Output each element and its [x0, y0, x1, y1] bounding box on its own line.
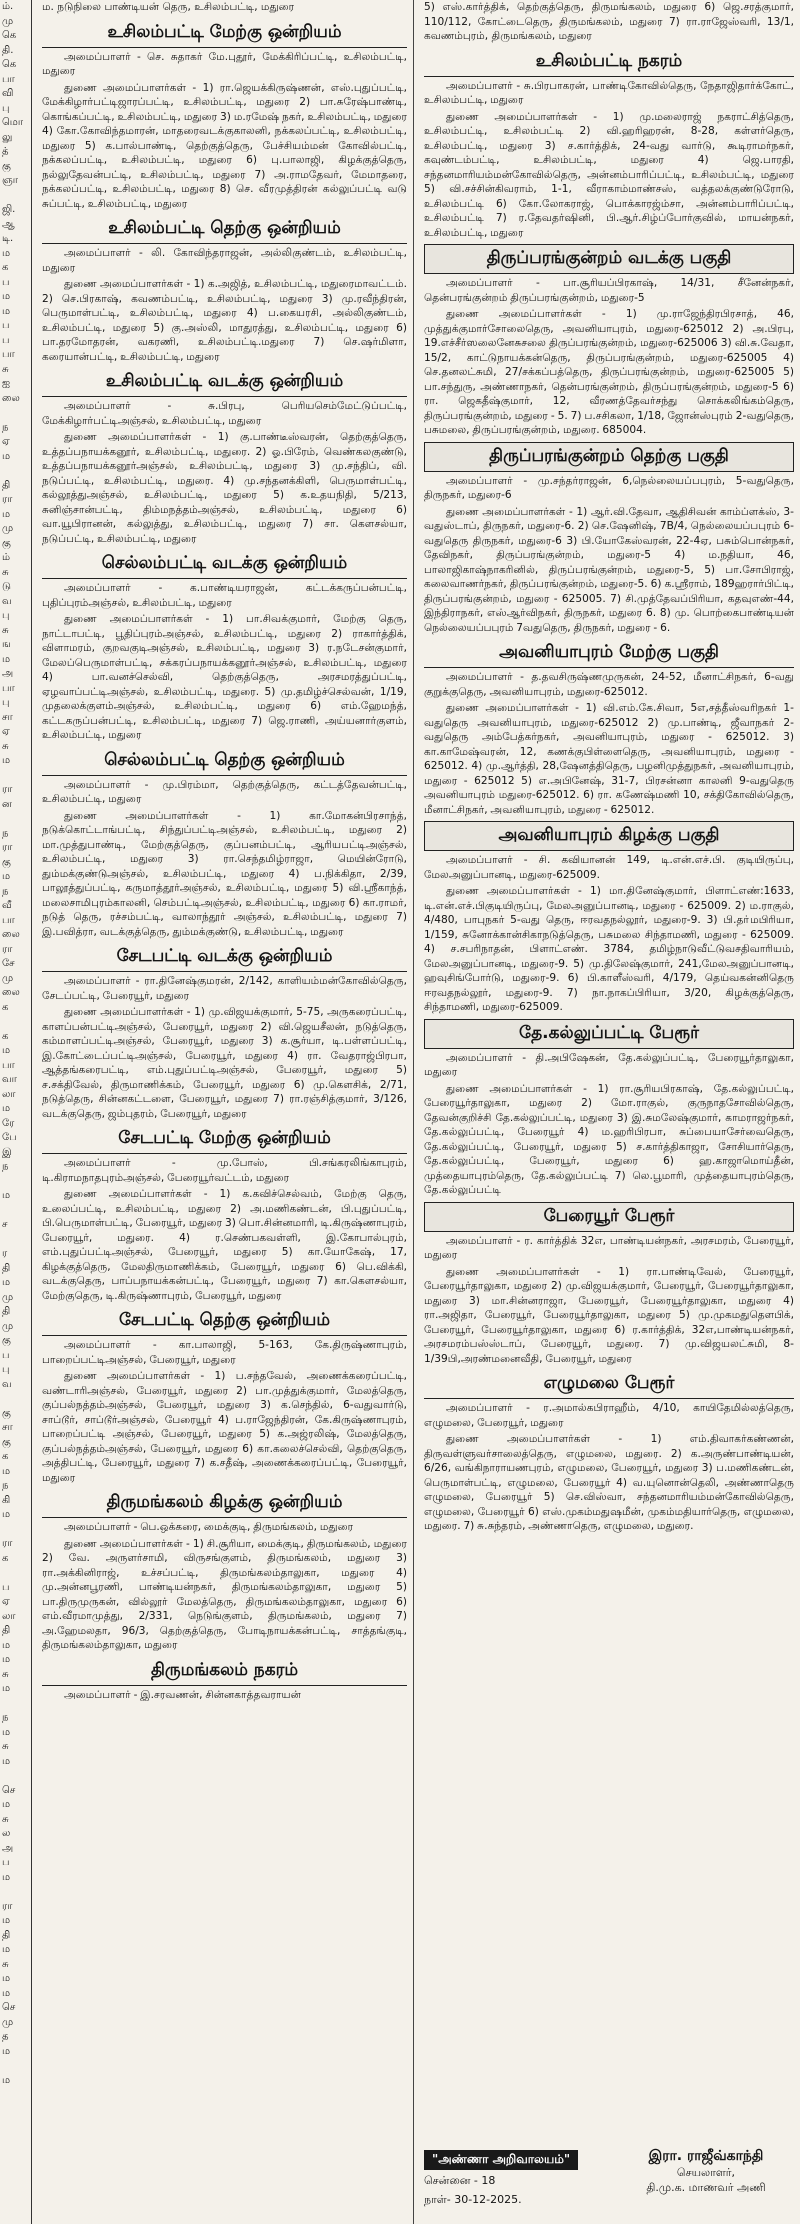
- strip-line: [2, 189, 31, 204]
- section-heading: அவனியாபுரம் மேற்கு பகுதி: [424, 639, 794, 668]
- deputy-organisers-entry: துணை அமைப்பாளர்கள் - 1) மா.தினேஷ்குமார், பிளாட்எண்:1633, டி.என்.எச்.பிகுடியிருப்பு, மேலஅனுப்பானடி, மதுரை - 625009. 2) ம.ராகுல், 4/480, பாபுநகர் 5-வது தெரு, ஈரவதநல்லூர், மதுரை-9. 3) பி.தா்மபிரியா, 1/159, சுனோக்கான்சிகாநடுத்தெரு, பசுமலை சிந்தாமணி, மதுரை - 625009. 4) ச.சபரிநாதன், பிளாட்எண். 3784, தமிழ்நாடுவீட்டுவசதிவாரியம், மேலஅனுப்பானடி, மதுரை-9. 5) மு.திலேஷ்குமார், 241,மேலஅனுப்பானடி, ஹவுசிங்போர்டு, மதுரை-9. 6) பி.காளீஸ்வரி, 4/179, தெய்வகன்னிதெரு ஈரவதநல்லூர், மதுரை-9. 7) நா.நாகப்பிரியா, 3/20, கிழக்குத்தெரு, சிந்தாமணி, மதுரை-625009.: [424, 885, 794, 1013]
- strip-line: சு: [2, 740, 9, 752]
- strip-line: தி: [2, 1262, 11, 1274]
- section: [424, 639, 794, 817]
- strip-line: ஜி.: [2, 204, 16, 215]
- strip-line: க: [2, 262, 9, 273]
- section: [424, 821, 794, 1015]
- strip-line: க: [2, 1030, 9, 1042]
- strip-line: கு: [2, 1335, 11, 1346]
- strip-line: த: [2, 2031, 9, 2042]
- section-heading: திருப்பரங்குன்றம் தெற்கு பகுதி: [424, 442, 794, 472]
- cropped-column-text: [0, 0, 31, 2088]
- strip-line: ந: [2, 1712, 9, 1723]
- strip-line: ரா: [2, 784, 13, 795]
- section-heading: சேடபட்டி வடக்கு ஒன்றியம்: [42, 943, 407, 972]
- notice-date: நாள்- 30-12-2025.: [424, 2193, 522, 2206]
- strip-line: ர: [2, 1248, 8, 1259]
- strip-line: சா: [2, 711, 13, 723]
- strip-line: வா: [2, 1074, 17, 1085]
- organiser-entry: அமைப்பாளர் - ரா.தினேஷ்குமரன், 2/142, காளியம்மன்கோவில்தெரு, சேடப்பட்டி, பேரையூர், மதுரை: [42, 975, 407, 1002]
- strip-line: சு: [2, 363, 9, 375]
- section: [42, 368, 407, 546]
- strip-line: ந: [2, 421, 9, 433]
- strip-line: தி: [2, 479, 11, 491]
- strip-line: வ: [2, 595, 12, 607]
- strip-line: ம: [2, 653, 11, 665]
- deputy-organisers-entry: துணை அமைப்பாளர்கள் - 1) சி.சூரியா, மைக்குடி, திருமங்கலம், மதுரை 2) வே. அருளர்சாமி, விருசங்குளம், திருமங்கலம், மதுரை 3) ரா.அக்கினிராஜ், உச்சப்பட்டி, திருமங்கலம்தாலுகா, மதுரை 4) மு.அன்னபூரணி, பாண்டியன்நகர், திருமங்கலம்தாலுகா, மதுரை 5) பா.திருமுருகன், வில்லூர் மேலத்தெரு, திருமங்கலம்தாலுகா, மதுரை 6) எம்.வீரமாமுத்து, 2/331, நெடுங்குளம், திருமங்கலம், மதுரை 7) அ.ஹேமலதா, 96/3, தெற்குத்தெரு, போடிநாயக்கன்பட்டி, சாத்தங்குடி, திருமங்கலம்தாலுகா, மதுரை: [42, 1537, 407, 1651]
- strip-line: ம: [2, 1987, 11, 1999]
- strip-line: வ: [2, 1378, 12, 1390]
- strip-line: பு: [2, 610, 10, 621]
- strip-line: ரா: [2, 842, 13, 853]
- section-heading: திருமங்கலம் நகரம்: [42, 1657, 407, 1686]
- section: [424, 0, 794, 44]
- section: [42, 1657, 407, 1703]
- deputy-organisers-entry: துணை அமைப்பாளர்கள் - 1) க.கவிச்செல்வம், மேற்கு தெரு, உலைப்பட்டி, உசிலம்பட்டி, மதுரை 2) அ.மணிகண்டன், பி.புதுப்பட்டி, பி.பெருமாள்பட்டி, பேரையூர், மதுரை 3) பொ.சின்னமாரி, டி.கிருஷ்ணாபுரம், பேரையூர், மதுரை. 4) ர.செண்பகவள்ளி, இ.கோபால்புரம், எம்.புதுப்பட்டிஅஞ்சல், பேரையூர், மதுரை 5) கா.யோகேஷ், 17, கிழக்குத்தெரு, மேலதிருமாணிக்கம், பேரையூர், மதுரை 6) பெ.விக்கி, வடக்குதெரு, பாப்பநாயக்கன்பட்டி, பேரையூர், மதுரை 7) கா.கௌசல்யா, மேற்குதெரு, டி.கிருஷ்ணாபுரம், பேரையூர், மதுரை: [42, 1188, 407, 1302]
- section-heading: செல்லம்பட்டி தெற்கு ஒன்றியம்: [42, 747, 407, 776]
- section-heading: உசிலம்பட்டி வடக்கு ஒன்றியம்: [42, 368, 407, 397]
- strip-line: ங: [2, 639, 11, 650]
- strip-line: பு: [2, 1364, 10, 1375]
- strip-line: ம: [2, 1190, 11, 1201]
- strip-line: ம: [2, 305, 11, 317]
- deputy-organisers-entry: துணை அமைப்பாளர்கள் - 1) ஆர்.வி.தேவா, ஆதிசிவன் காம்ப்ளக்ஸ், 3-வதுஸ்டாப், திருநகர், மதுரை-6. 2) செ.ஷேனிஷ், 7B/4, நெல்லையப்பபுரம் 6-வதுதெரு திருநகர், மதுரை-6 3) பி.யோகேஸ்வரன், 22-4ஏ, பசும்பொன்நகர், தேவிநகர், திருப்பரங்குன்றம், மதுரை-5 4) ம.நதியா, 46, பாலாஜிகாஷ்நாகரினில், திருப்பரங்குன்றம், மதுரை-5, 5) பா.சோபிராஜ், கலைவாணர்நகர், திருப்பரங்குன்றம், மதுரை-5. 6) க.ஸ்ரீராம், 189ஹரார்பிட்டி, திருப்பரங்குன்றம், மதுரை - 625005. 7) சி.முத்தேவப்பிரியா, கதவுஎண்-44, இந்திராநகர், எஸ்ஆர்விநகர், திருநகர், மதுரை 6. 8) மு. பொற்கைபாண்டியன் நெல்லையப்பபுரம் 7வதுதெரு, திருநகர், மதுரை - 6.: [424, 505, 794, 634]
- strip-line: ப: [2, 334, 10, 346]
- strip-line: ஏ: [2, 436, 10, 447]
- left-edge-strip: [0, 0, 32, 2224]
- strip-line: லை: [2, 392, 20, 404]
- strip-line: தி: [2, 1625, 11, 1636]
- strip-line: [2, 1697, 31, 1712]
- deputy-organisers-entry: துணை அமைப்பாளர்கள் - 1) ரா.பாண்டிவேல், பேரையூர், பேரையூர்தாலுகா, மதுரை 2) மு.விஜயக்குமார், பேரையூர், பேரையூர்தாலுகா, மதுரை 3) மா.சின்னராஜா, பேரையூர், பேரையூர்தாலுகா, மதுரை 4) ரா.அஜிதா, பேரையூர், பேரையூர்தாலுகா, மதுரை 5) மு.முகமதுதௌபிக், பேரையூர், பேரையூர்தாலுகா, மதுரை 6) ர.கார்த்திக், 32எ,பாண்டியன்நகர், அரசமரம்பஸ்ஸ்டாப், பேரையூர், மதுரை. 7) மு.விஜயலட்சுமி, 8-1/39பி,அரண்மனைவீதி, பேரையூர், மதுரை: [424, 1265, 794, 1365]
- strip-line: ம: [2, 1465, 11, 1477]
- strip-line: ம: [2, 291, 11, 302]
- section-heading: அவனியாபுரம் கிழக்கு பகுதி: [424, 821, 794, 851]
- strip-line: சு: [2, 624, 9, 636]
- strip-line: சா: [2, 1422, 13, 1433]
- strip-line: தி: [2, 1306, 11, 1317]
- strip-line: ஞா: [2, 175, 18, 186]
- strip-line: பா: [2, 1059, 15, 1071]
- deputy-organisers-entry: துணை அமைப்பாளர்கள் - 1) ரா.ஜெயக்கிருஷ்ணன், எஸ்.புதுப்பட்டி, மேக்கிழார்பட்டிஜாரப்பட்டி, உசிலம்பட்டி, மதுரை 2) பா.சுரேஷ்பாண்டி, கொங்கப்பட்டி, உசிலம்பட்டி, மதுரை 3) ம.ரமேஷ் நகர், உசிலம்பட்டி, மதுரை 4) கோ.கோவிந்தமாரன், மாதரைவடக்குகாலனி, நக்கலப்பட்டி, உசிலம்பட்டி, மதுரை 5) க.பால்பாண்டி, தெற்குத்தெரு, பேச்சியம்மன் கோவில்பட்டி, நக்கலப்பட்டி, உசிலம்பட்டி, மதுரை 6) பு.பாலாஜி, கிழக்குத்தெரு, நல்லுதேவன்பட்டி, உசிலம்பட்டி, மதுரை 7) அ.ராமதேவர், மேமாதரை, நக்கலப்பட்டி, உசிலம்பட்டி, மதுரை 8) செ. வீரமுத்திரன் கல்லுப்பட்டி வடு சுப்பட்டி, உசிலம்பட்டி, மதுரை: [42, 81, 407, 210]
- strip-line: [2, 406, 31, 421]
- section: [424, 48, 794, 241]
- strip-line: கு: [2, 1407, 11, 1419]
- continued-text: ம. நடுநிலை பாண்டியன் தெரு, உசிலம்பட்டி, மதுரை: [42, 1, 295, 13]
- strip-line: ம: [2, 1944, 11, 1955]
- strip-line: லை: [2, 929, 20, 940]
- strip-line: [2, 464, 31, 479]
- strip-line: பா: [2, 682, 15, 694]
- strip-line: ம: [2, 450, 11, 462]
- section-heading: தே.கல்லுப்பட்டி பேரூர்: [424, 1019, 794, 1049]
- strip-line: ம: [2, 1277, 11, 1288]
- section: [42, 747, 407, 940]
- organiser-entry: அமைப்பாளர் - லி. கோவிந்தராஜன், அல்லிகுண்டம், உசிலம்பட்டி, மதுரை: [42, 247, 407, 274]
- strip-line: ம: [2, 1509, 11, 1520]
- organiser-entry: அமைப்பாளர் - தி.அபிஷேகன், தே.கல்லுப்பட்டி, பேரையூர்தாலுகா, மதுரை: [424, 1051, 794, 1078]
- section: [424, 1370, 794, 1534]
- strip-line: ந: [2, 1161, 9, 1172]
- section: [42, 550, 407, 743]
- strip-line: ஐ: [2, 378, 11, 389]
- strip-line: ம: [2, 1799, 11, 1810]
- strip-line: ம: [2, 508, 11, 520]
- strip-line: பா: [2, 349, 15, 360]
- strip-line: ம: [2, 1973, 11, 1984]
- strip-line: க: [2, 1001, 9, 1013]
- footer-signatory: [616, 2148, 796, 2196]
- strip-line: பே: [2, 1132, 17, 1143]
- organiser-entry: அமைப்பாளர் - சி. கவியானன் 149, டி.என்.எச்.பி. குடியிருப்பு, மேலஅனுப்பானடி, மதுரை-625009.: [424, 854, 794, 881]
- strip-line: ந: [2, 827, 9, 839]
- strip-line: ம: [2, 1726, 11, 1738]
- strip-line: த்: [2, 146, 9, 157]
- organiser-entry: அமைப்பாளர் - மு.பிரம்மா, தெற்குத்தெரு, கட்டத்தேவன்பட்டி, உசிலம்பட்டி, மதுரை: [42, 778, 407, 805]
- section: [42, 1307, 407, 1485]
- strip-line: ந: [2, 885, 9, 897]
- signature-footer: [416, 2140, 800, 2224]
- strip-line: ஏ: [2, 726, 10, 737]
- strip-line: லை: [2, 987, 20, 998]
- strip-line: ம: [2, 1755, 11, 1767]
- deputy-organisers-entry: துணை அமைப்பாளர்கள் - 1) க.அஜித், உசிலம்பட்டி, மதுரைமாவட்டம். 2) செ.பிரகாஷ், கவணம்பட்டி, உசிலம்பட்டி, மதுரை 3) மு.ரவீந்திரன், பெருமாள்பட்டி, உசிலம்பட்டி, மதுரை 4) ப.கையரசி, அல்லிகுண்டம், உசிலம்பட்டி, மதுரை 5) கு.அஸ்லி, மாதுரத்து, உசிலம்பட்டி, மதுரை 6) பா.தரமோதரன், வகரணி, உசிலம்பட்டி.மதுரை 7) செ.ஷர்மிளா, கரையான்பட்டி, உசிலம்பட்டி, மதுரை: [42, 278, 407, 363]
- strip-line: ம: [2, 247, 11, 259]
- section: [42, 1489, 407, 1653]
- strip-line: தி: [2, 1929, 11, 1941]
- column-2: [416, 0, 800, 2224]
- deputy-organisers-entry: துணை அமைப்பாளர்கள் - 1) வி.எம்.கே.சிவா, 5எ,சத்தீஸ்வரிநகர் 1-வதுதெரு அவனியாபுரம், மதுரை-625012 2) மு.பாண்டி, ஜீவாநகர் 2-வதுதெரு அம்பேத்கர்நகர், அவனியாபுரம், மதுரை - 625012. 3) கா.காமேஷ்வரன், 12, கணக்குபிள்ளைதெரு, அவனியாபுரம், மதுரை - 625012. 4) மு.ஆர்த்தி, 28,ஷேனத்திதெரு, பழனிமுத்துநகர், அவனியாபுரம், மதுரை - 625012 5) எ.அபினேஷ், 31-7, பிரசன்னா காலனி 9-வதுதெரு அவனியாபுரம் மதுரை-625012. 6) ரா. கணேஷ்மணி 10, சக்திகோவில்தெரு, மீனாட்சிநகர், அவனியாபுரம், மதுரை - 625012.: [424, 702, 794, 816]
- section-heading: திருமங்கலம் கிழக்கு ஒன்றியம்: [42, 1489, 407, 1518]
- footer-office: [424, 2148, 594, 2208]
- section-heading: சேடபட்டி மேற்கு ஒன்றியம்: [42, 1125, 407, 1154]
- organiser-entry: அமைப்பாளர் - செ. சுதாகர் மே.புதூர், மேக்கிரிப்பட்டி, உசிலம்பட்டி, மதுரை: [42, 50, 407, 77]
- column-1: [34, 0, 414, 2224]
- strip-line: மு: [2, 1291, 14, 1303]
- section: [424, 1202, 794, 1367]
- deputy-organisers-entry: துணை அமைப்பாளர்கள் - 1) கா.மோகன்பிரசாந்த், நடுக்கொட்டாங்பட்டி, சிந்துப்பட்டிஅஞ்சல், உசிலம்பட்டி, மதுரை 2) மா.முத்துபாண்டி, மேற்குத்தெரு, குப்பனம்பட்டி, ஆரியபட்டிஅஞ்சல், உசிலம்பட்டி, மதுரை 3) ரா.செந்தமிழ்ராஜா, மெயின்ரோடு, தும்மக்குண்டுஅஞ்சல், உசிலம்பட்டி, மதுரை 4) ப.நிக்கிதா, 2/39, பாலூத்துப்பட்டி, கருமாத்தூர்அஞ்சல், உசிலம்பட்டி, மதுரை 5) வி.ஸ்ரீகாந்த், மலைசாமிபுரம்காலனி, செம்பட்டிஅஞ்சல், உசிலம்பட்டி, மதுரை 6) கா.ராமர், நடுத் தெரு, ரச்சம்பட்டி, வாலாந்தூர் அஞ்சல், உசிலம்பட்டி, மதுரை 7) இ.பவித்ரா, வடக்குத்தெரு, தும்மக்குண்டு, உசிலம்பட்டி, மதுரை: [42, 809, 407, 938]
- strip-line: [2, 1175, 31, 1190]
- strip-line: [2, 1523, 31, 1538]
- continued-text: 5) எஸ்.கார்த்திக், தெற்குத்தெரு, திருமங்கலம், மதுரை 6) ஜெ.சரத்குமார், 110/112, கோட்டைதெரு, திருமங்கலம், மதுரை 7) ரா.ராஜேஸ்வரி, 13/1, கவணம்புரம், திருமங்கலம், மதுரை: [424, 1, 794, 42]
- signatory-role: செயலாளர்,: [676, 2166, 736, 2179]
- deputy-organisers-entry: துணை அமைப்பாளர்கள் - 1) மு.விஜயக்குமார், 5-75, அருகரைப்பட்டி, காளப்பன்பட்டிஅஞ்சல், பேரையூர், மதுரை 2) வி.ஜெயசீலன், நடுத்தெரு, கம்மாளப்பட்டிஅஞ்சல், பேரையூர், மதுரை 3) க.சூர்யா, டி.பள்ளப்பட்டி, இ.கோட்டைப்பட்டிஅஞ்சல், பேரையூர், மதுரை 4) ரா. வேதராஜ்பிரபா, ஆத்தங்கரைபட்டி, எம்.புதுப்பட்டிஅஞ்சல், பேரையூர், மதுரை 5) ச.சக்திவேல், திருமாணிக்கம், பேரையூர், மதுரை 6) மு.கௌசிக், 2/71, நடுத்தெரு, சின்னகட்டளை, பேரையூர், மதுரை 7) ரா.ரஞ்சித்குமார், 3/126, வடக்குதெரு, ஜம்புதரம், பேரையூர், மதுரை: [42, 1006, 407, 1120]
- organiser-entry: அமைப்பாளர் - கா.பாலாஜி, 5-163, கே.திருஷ்ணாபுரம், பாறைப்பட்டிஅஞ்சல், பேரையூர், மதுரை: [42, 1339, 407, 1366]
- strip-line: க: [2, 1552, 9, 1564]
- strip-line: ஆ: [2, 218, 15, 230]
- strip-line: ல: [2, 1828, 11, 1839]
- section: [42, 0, 407, 15]
- strip-line: சு: [2, 1741, 9, 1752]
- deputy-organisers-entry: துணை அமைப்பாளர்கள் - 1) மு.மலைராஜ் நகராட்சித்தெரு, உசிலம்பட்டி, உசிலம்பட்டி 2) வி.ஹரிஹரன், 8-28, கள்ளர்தெரு, உசிலம்பட்டி, மதுரை 3) ச.கார்த்திக், 24-வது வார்டு, கூடிராமர்நகர், கவுண்டம்பட்டி, உசிலம்பட்டி, மதுரை 4) ஜெ.பாரதி, சந்தனமாரியம்மன்கோவில்தெரு, அன்னம்பாரிப்பட்டி, உசிலம்பட்டி, மதுரை 5) வி.சச்சின்கிவராம், 1-1, வீராகாம்மாண்சஸ், வத்தலக்குண்டுரோடு, உசிலம்பட்டி 6) கோ.லோகராஜ், பொக்காரஜ்ம்சா, அன்னம்பாரிப்பட்டி, உசிலம்பட்டி 7) ர.தேவதர்ஷினி, பி.ஆர்.சிழ்ப்போர்குவில், மாயன்நகர், உசிலம்பட்டி, மதுரை: [424, 110, 794, 239]
- strip-line: ப: [2, 1349, 10, 1361]
- strip-line: தி.: [2, 44, 14, 56]
- strip-line: [2, 1233, 31, 1248]
- strip-line: ம: [2, 1103, 11, 1114]
- strip-line: ம: [2, 1683, 11, 1694]
- deputy-organisers-entry: துணை அமைப்பாளர்கள் - 1) மு.ராஜேந்திரபிரசாத், 46, முத்துக்குமார்சோலைதெரு, அவனியாபுரம், மதுரை-625012 2) அ.பிரபு, 19.எச்சீர்ஸலைனேசுசலை திருப்பரங்குன்றம், மதுரை-625006 3) வி.சு.வேதா, 15/2, காட்டுநாயக்கன்தெரு, திருப்பரங்குன்றம், மதுரை-625005 4) செ.தனலட்சுமி, 27/சக்கப்பத்தெரு, திருப்பரங்குன்றம், மதுரை-625005 5) பா.சந்துரு, அண்ணாநகர், தென்பரங்குன்றம், திருப்பரங்குன்றம், மதுரை-5 6) ரா. ஜெகதீஷ்குமார், 12, வீரணத்தேவர்சந்து சொக்கலிங்கம்தெரு, திருப்பரங்குன்றம், மதுரை - 5. 7) ப.சசிகலா, 1/18, ஜோன்ஸ்புரம் 2-வதுதெரு, பசுமலை, திருப்பரங்குன்றம், மதுரை. 685004.: [424, 308, 794, 436]
- section-heading: பேரையூர் பேரூர்: [424, 1202, 794, 1232]
- strip-line: ம: [2, 2074, 11, 2086]
- strip-line: அ: [2, 668, 14, 679]
- strip-line: ம்.: [2, 1, 14, 12]
- section: [424, 244, 794, 438]
- organiser-entry: அமைப்பாளர் - இ.சரவணன், சின்னகாத்தவராயன்: [64, 1688, 301, 1701]
- strip-line: ம: [2, 1639, 11, 1651]
- strip-line: கு: [2, 1436, 11, 1448]
- signatory-name: இரா. ராஜீவ்காந்தி: [648, 2148, 764, 2164]
- organiser-entry: அமைப்பாளர் - ர.அமால்கபிராஹீம், 4/10, காயிதேமில்லத்தெரு, எழுமலை, பேரையூர், மதுரை: [424, 1402, 794, 1429]
- strip-line: மு: [2, 1320, 14, 1332]
- strip-line: ரா: [2, 494, 13, 505]
- strip-line: சு: [2, 566, 9, 578]
- section: [424, 442, 794, 636]
- strip-line: பு: [2, 697, 10, 708]
- strip-line: ம: [2, 1654, 11, 1665]
- strip-line: சு: [2, 1813, 9, 1825]
- section-heading: உசிலம்பட்டி தெற்கு ஒன்றியம்: [42, 215, 407, 244]
- strip-line: மு: [2, 2016, 14, 2028]
- strip-line: கெ: [2, 59, 17, 70]
- section: [424, 1019, 794, 1198]
- strip-line: ரா: [2, 1538, 13, 1549]
- strip-line: ஏ: [2, 1596, 10, 1607]
- strip-line: ம: [2, 755, 11, 766]
- strip-line: ம: [2, 871, 11, 882]
- strip-line: மு: [2, 15, 14, 27]
- strip-line: [2, 1204, 31, 1219]
- strip-line: ச: [2, 1219, 8, 1230]
- section: [42, 1125, 407, 1303]
- strip-line: டு: [2, 581, 11, 592]
- organiser-entry: அமைப்பாளர் - சு.பிரபாகரன், பாண்டிகோவில்தெரு, நேதாஜிதார்க்கோட், உசிலம்பட்டி, மதுரை: [424, 79, 794, 106]
- strip-line: வி: [2, 88, 14, 99]
- organiser-entry: அமைப்பாளர் - த.தவசிருஷ்ணமுருகன், 24-52, மீனாட்சிநகர், 6-வது குறுக்குதெரு, அவனியாபுரம், மதுரை-625012.: [424, 671, 794, 698]
- deputy-organisers-entry: துணை அமைப்பாளர்கள் - 1) எம்.திவாகர்கண்ணன், திருவள்ளுவர்சாலைத்தெரு, எழுமலை, மதுரை. 2) க.அருண்பாண்டியன், 6/26, வங்கிநாராயணபுரம், எழுமலை, பேரையூர், மதுரை 3) ப.மணிகண்டன், பெருமாள்பட்டி, எழுமலை, பேரையூர் 4) வ.யுனொன்தெலி, அண்ணாதெரு எழுமலை, பேரையூர் 5) செ.விஸ்வா, சந்தனமாரியம்மன்கோவில்தெரு, எழுமலை, பேரையூர் 6) எஸ்.முகம்மதுஷமீன், முகம்மதியார்தெரு, எழுமலை, மதுரை. 7) சு.சுந்தரம், அண்ணாதெரு, எழுமலை, மதுரை.: [424, 1433, 794, 1532]
- strip-line: வீ: [2, 900, 12, 911]
- strip-line: பா: [2, 73, 15, 85]
- strip-line: கி: [2, 1494, 11, 1506]
- strip-line: க: [2, 1451, 9, 1462]
- strip-line: செ: [2, 2002, 16, 2013]
- section-heading: உசிலம்பட்டி மேற்கு ஒன்றியம்: [42, 19, 407, 48]
- section-heading: சேடபட்டி தெற்கு ஒன்றியம்: [42, 1307, 407, 1336]
- organiser-entry: அமைப்பாளர் - பா.சூரியப்பிரகாஷ், 14/31, சீனேன்நகர், தென்பரங்குன்றம் திருப்பரங்குன்றம், மதுரை-5: [424, 277, 794, 304]
- section-heading: உசிலம்பட்டி நகரம்: [424, 48, 794, 77]
- section-heading: செல்லம்பட்டி வடக்கு ஒன்றியம்: [42, 550, 407, 579]
- strip-line: லு: [2, 131, 13, 143]
- strip-line: [2, 1566, 31, 1581]
- deputy-organisers-entry: துணை அமைப்பாளர்கள் - 1) ப.சந்தவேல், அணைக்கரைப்பட்டி, வண்டாரிஅஞ்சல், பேரையூர், மதுரை 2) பா.முத்துக்குமார், மேலத்தெரு, குப்பல்நத்தம்அஞ்சல், பேரையூர், மதுரை 3) க.செந்தில், 6-வதுவார்டு, சாப்டூர், சாப்டூர்அஞ்சல், பேரையூர் 4) ப.ராஜேந்திரன், கே.கிருஷ்ணாபுரம், பாறைப்பட்டி அஞ்சல், பேரையூர், மதுரை 5) க.அஜ்ரலிஷ், மேலத்தெரு, குப்பல்நத்தம்அஞ்சல், பேரையூர், மதுரை 6) கா.கலைச்செல்வி, தெற்குதெரு, அத்திபட்டி, பேரையூர், மதுரை 7) க.சதீஷ், அணைக்கரைப்பட்டி, பேரையூர், மதுரை: [42, 1370, 407, 1484]
- strip-line: சு: [2, 1958, 9, 1970]
- strip-line: [2, 1769, 31, 1784]
- section-heading: திருப்பரங்குன்றம் வடக்கு பகுதி: [424, 244, 794, 274]
- organiser-entry: அமைப்பாளர் - பெ.ஒக்கரை, மைக்குடி, திருமங்கலம், மதுரை: [64, 1521, 354, 1533]
- strip-line: [2, 1885, 31, 1900]
- strip-line: கு: [2, 856, 11, 868]
- strip-line: ம: [2, 2045, 11, 2057]
- strip-line: கெ: [2, 30, 17, 41]
- deputy-organisers-entry: துணை அமைப்பாளர்கள் - 1) கு.பாண்டீஸ்வரன், தெற்குத்தெரு, உத்தப்பநாயக்கனூர், உசிலம்பட்டி, மதுரை. 2) ஓ.பிரேம், வெண்கலகுண்டு, உத்தப்பநாயக்கனூர்அஞ்சல், உசிலம்பட்டி, மதுரை 3) மு.சந்திப், வி. நடுப்பட்டி, உசிலம்பட்டி, மதுரை. 4) மு.சந்தனக்கிளி, பெருமாள்பட்டி, கல்லூத்துஅஞ்சல், உசிலம்பட்டி, மதுரை 5) க.உதயநிதி, 5/213, சுனிஞ்சான்பட்டி, திம்மநத்தம்அஞ்சல், உசிலம்பட்டி, மதுரை 6) வா.யூபிரானன், கல்லுத்து, உசிலம்பட்டி, மதுரை 7) சா. கௌசல்யா, நடுப்பட்டி, உசிலம்பட்டி, மதுரை: [42, 431, 407, 545]
- strip-line: ரா: [2, 1900, 13, 1912]
- organiser-entry: அமைப்பாளர் - மு.சந்தர்ராஜன், 6,நெல்லையப்பபுரம், 5-வதுதெரு, திருநகர், மதுரை-6: [424, 474, 794, 501]
- strip-line: லா: [2, 1610, 16, 1622]
- signatory-wing: தி.மு.க. மாணவர் அணி: [646, 2181, 766, 2194]
- strip-line: ப: [2, 276, 10, 288]
- strip-line: ம்: [2, 552, 11, 563]
- strip-line: டி.: [2, 233, 14, 244]
- strip-line: [2, 812, 31, 827]
- strip-line: செ: [2, 1784, 16, 1796]
- strip-line: அ: [2, 1842, 14, 1854]
- strip-line: ம: [2, 1915, 11, 1926]
- strip-line: பா: [2, 914, 15, 926]
- strip-line: ன: [2, 798, 12, 810]
- organiser-entry: அமைப்பாளர் - சு.பிரபு, பெரியசெம்மேட்டுப்பட்டி, மேக்கிழார்பட்டிஅஞ்சல், உசிலம்பட்டி, மதுரை: [42, 400, 407, 427]
- strip-line: மொ: [2, 117, 24, 128]
- strip-line: ந: [2, 1480, 9, 1491]
- strip-line: சே: [2, 958, 15, 969]
- organiser-entry: அமைப்பாளர் - க.பாண்டியராஜன், கட்டக்கருப்பன்பட்டி, புதிப்புரம்அஞ்சல், உசிலம்பட்டி, மதுரை: [42, 582, 407, 609]
- strip-line: [2, 2059, 31, 2074]
- strip-line: ப: [2, 320, 10, 331]
- section: [42, 943, 407, 1121]
- strip-line: மு: [2, 972, 14, 984]
- strip-line: ரே: [2, 1117, 15, 1129]
- organiser-entry: அமைப்பாளர் - மு.போஸ், பி.சங்கரலிங்காபுரம், டி.கிராமநாதபுரம்அஞ்சல், பேரையூர்வட்டம், மதுரை: [42, 1157, 407, 1184]
- strip-line: சு: [2, 1668, 9, 1680]
- strip-line: [2, 1015, 31, 1030]
- strip-line: ப: [2, 1857, 10, 1868]
- section: [42, 215, 407, 364]
- organiser-entry: அமைப்பாளர் - ர. கார்த்திக் 32எ, பாண்டியன்நகர், அரசமரம், பேரையூர், மதுரை: [424, 1234, 794, 1261]
- strip-line: இ: [2, 1146, 12, 1158]
- office-title: "அண்ணா அறிவாலயம்": [424, 2150, 578, 2170]
- strip-line: [2, 1392, 31, 1407]
- office-city: சென்னை - 18: [424, 2174, 496, 2187]
- strip-line: மு: [2, 523, 14, 534]
- deputy-organisers-entry: துணை அமைப்பாளர்கள் - 1) ரா.சூரியபிரகாஷ், தே.கல்லுப்பட்டி, பேரையூர்தாலுகா, மதுரை 2) மோ.ராகுல், குருநாதசோவில்தெரு, தேவன்குறிச்சி தே.கல்லுப்பட்டி, மதுரை 3) இ.சுமலேஷ்குமார், காமராஜர்நகர், தே.கல்லுப்பட்டி, பேரையூர் 4) ம.ஹரிபிரபா, சுப்பையாசேர்வைதெரு, தே.கல்லுப்பட்டி, பேரையூர், மதுரை 5) ச.கார்த்திகாஜா, சோசியார்தெரு, தே.கல்லுப்பட்டி, பேரையூர், மதுரை 6) ஹ.காஜாமொய்தீன், முத்தையாபுரம்தெரு, தே.கல்லுப்பட்டி 7) லெ.பூமாரி, முத்தையாபுரம்தெரு, தே.கல்லுப்பட்டி: [424, 1082, 794, 1196]
- strip-line: ம: [2, 1871, 11, 1883]
- strip-line: கு: [2, 537, 11, 549]
- section-heading: எழுமலை பேரூர்: [424, 1370, 794, 1399]
- strip-line: [2, 769, 31, 784]
- strip-line: லா: [2, 1088, 16, 1100]
- strip-line: பு: [2, 102, 10, 114]
- strip-line: கு: [2, 160, 11, 172]
- section: [42, 19, 407, 212]
- deputy-organisers-entry: துணை அமைப்பாளர்கள் - 1) பா.சிவக்குமார், மேற்கு தெரு, நாட்டாபட்டி, பூதிப்புரம்அஞ்சல், உசிலம்பட்டி, மதுரை 2) ராகார்த்திக், விளாமரம், குறவகுடிஅஞ்சல், உசிலம்பட்டி, மதுரை 3) ர.நடேசன்குமார், மேலப்பெருமாள்பட்டி, சக்கரப்பநாயக்கனூர்அஞ்சல், உசிலம்பட்டி, மதுரை 4) பா.வனச்செல்வி, தெற்குத்தெரு, அரசமரத்துப்பட்டி, ஏழவாப்பட்டிஅஞ்சல், உசிலம்பட்டி, மதுரை. 5) மு.தமிழ்ச்செல்வன், 1/19, முதலைக்குளம்அஞ்சல், உசிலம்பட்டி, மதுரை 6) எம்.ஹேமந்த், கட்டகருப்பன்பட்டி, உசிலம்பட்டி, மதுரை 7) ஜெ.ராணி, அய்யனார்குளம், உசிலம்பட்டி, மதுரை: [42, 613, 407, 741]
- strip-line: ம: [2, 1045, 11, 1056]
- strip-line: ப: [2, 1581, 10, 1593]
- strip-line: ரா: [2, 943, 13, 955]
